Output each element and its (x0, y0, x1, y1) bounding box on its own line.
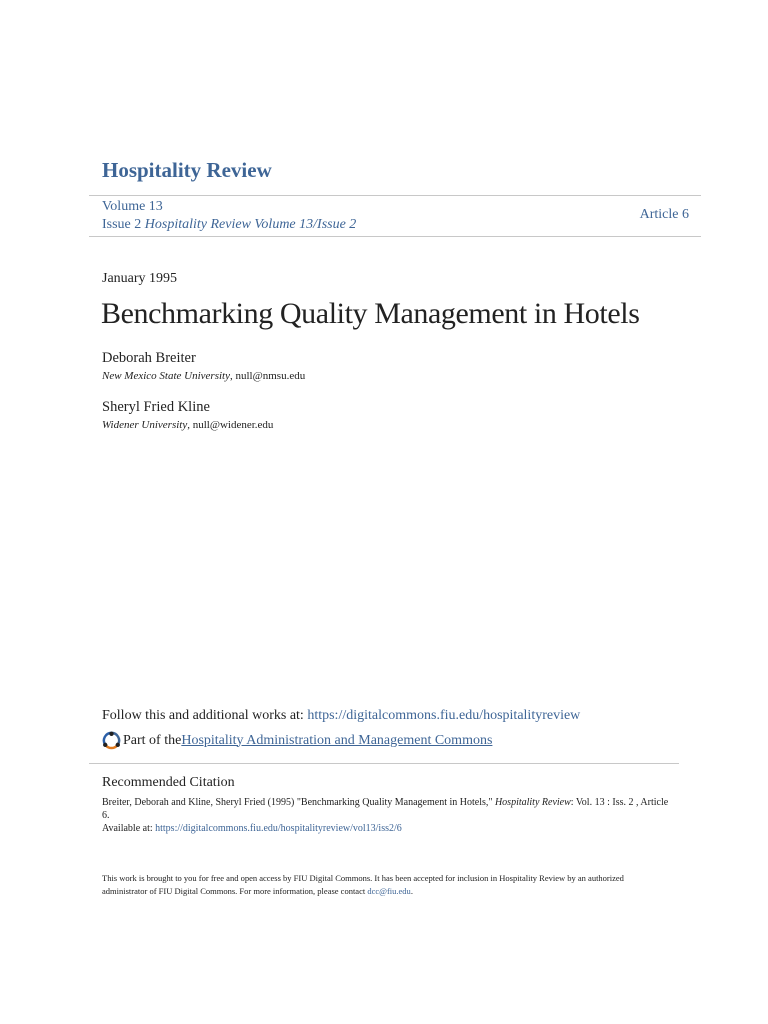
follow-text: Follow this and additional works at: (102, 708, 308, 723)
available-label: Available at: (102, 823, 156, 834)
footer-text: This work is brought to you for free and open access by FIU Digital Commons. It has been accepted for inclusion in Hospitality Review by an authorized administrator of FIU Digital Commons. For more information, please contact (102, 873, 624, 896)
footer-end: . (410, 886, 413, 896)
commons-link[interactable]: Hospitality Administration and Management Commons (181, 732, 493, 748)
follow-line (102, 708, 580, 724)
author-university: New Mexico State University (102, 370, 230, 382)
article-number-link[interactable]: Article 6 (639, 207, 689, 222)
author-email: , null@nmsu.edu (230, 370, 306, 382)
citation-divider (89, 763, 679, 764)
author-name[interactable]: Sheryl Fried Kline (102, 399, 210, 415)
author-email: , null@widener.edu (187, 419, 274, 431)
part-of-line (102, 731, 492, 750)
issue-link[interactable]: Issue 2 (102, 217, 142, 232)
citation-journal: Hospitality Review (494, 797, 571, 808)
citation-heading: Recommended Citation (102, 775, 235, 790)
part-of-text: Part of the (123, 732, 182, 748)
network-icon (102, 731, 121, 750)
author-name[interactable]: Deborah Breiter (102, 350, 196, 366)
footer-note (102, 872, 662, 898)
article-title: Benchmarking Quality Management in Hotels (101, 297, 640, 330)
available-url-link[interactable]: https://digitalcommons.fiu.edu/hospitalityreview/vol13/iss2/6 (155, 823, 402, 834)
citation-text (102, 796, 672, 822)
journal-title[interactable]: Hospitality Review (102, 158, 272, 182)
author-affiliation (102, 419, 273, 431)
available-line (102, 823, 402, 834)
citation-text-start: Breiter, Deborah and Kline, Sheryl Fried (1995) "Benchmarking Quality Management in Hotels," (102, 797, 495, 808)
volume-link[interactable]: Volume 13 (102, 199, 163, 214)
author-university: Widener University (102, 419, 188, 431)
follow-url-link[interactable]: https://digitalcommons.fiu.edu/hospitalityreview (307, 708, 581, 723)
contact-email-link[interactable]: dcc@fiu.edu (367, 886, 411, 896)
issue-line (102, 217, 356, 233)
header-divider-bottom (89, 236, 701, 237)
issue-name-link[interactable]: Hospitality Review Volume 13/Issue 2 (144, 217, 357, 232)
citation-text-end: : Vol. 13 : Iss. 2 , Article 6. (102, 797, 669, 821)
header-divider-top (89, 195, 701, 196)
author-affiliation (102, 370, 305, 382)
publication-date: January 1995 (102, 271, 178, 286)
